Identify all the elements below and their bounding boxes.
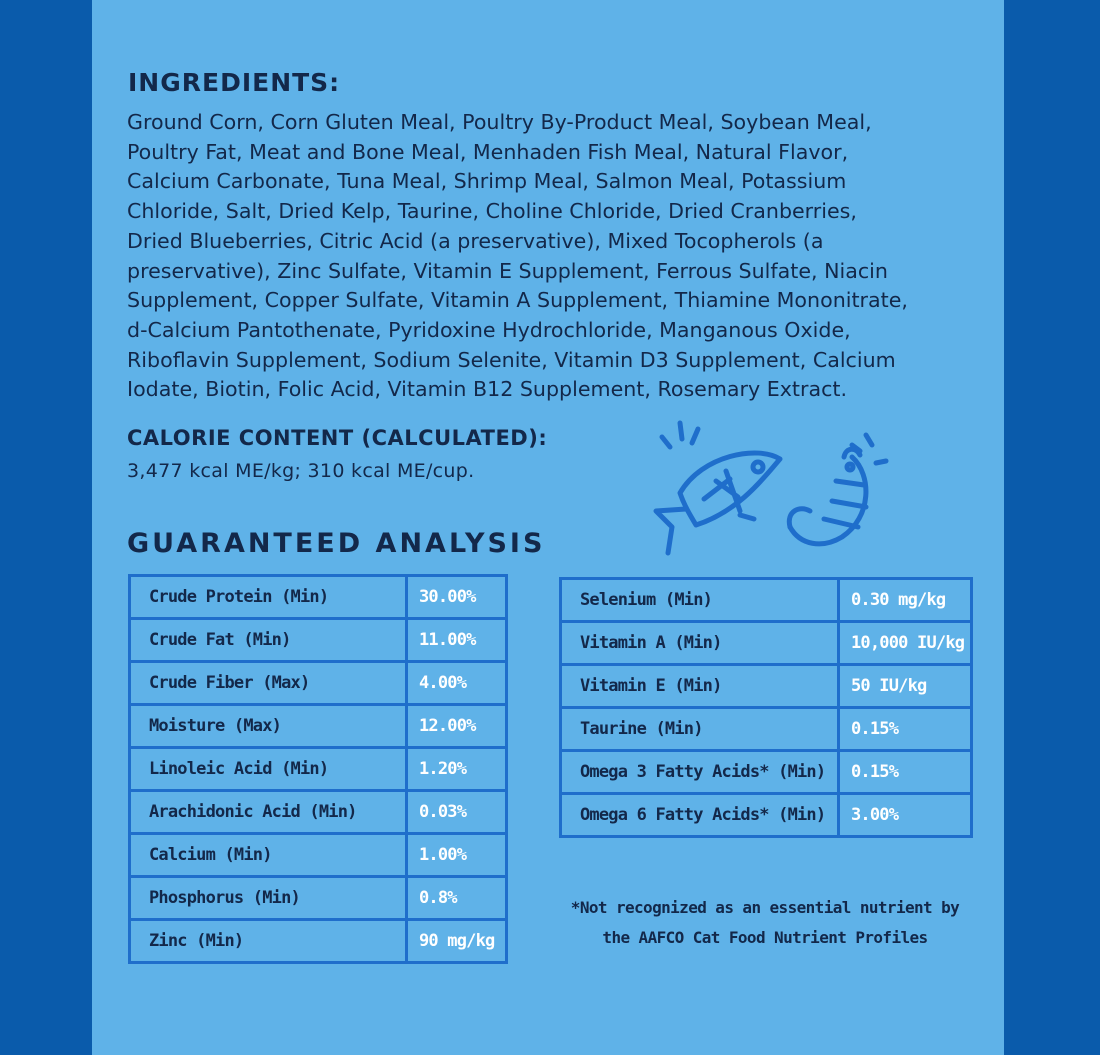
table-row (561, 622, 972, 665)
ingredients-line: Chloride, Salt, Dried Kelp, Taurine, Choline Chloride, Dried Cranberries, (127, 199, 857, 224)
footnote-line: the AAFCO Cat Food Nutrient Profiles (602, 928, 928, 947)
nutrient-value: 1.00% (407, 834, 507, 877)
nutrient-name: Crude Protein (Min) (130, 576, 407, 619)
nutrient-name: Calcium (Min) (130, 834, 407, 877)
nutrient-name: Taurine (Min) (561, 708, 839, 751)
nutrient-value: 0.15% (839, 708, 972, 751)
table-row (130, 748, 507, 791)
nutrient-value: 50 IU/kg (839, 665, 972, 708)
nutrient-name: Selenium (Min) (561, 579, 839, 622)
table-row (130, 834, 507, 877)
footnote-line: *Not recognized as an essential nutrient by (570, 898, 960, 917)
table-row (561, 665, 972, 708)
ingredients-line: Dried Blueberries, Citric Acid (a preservative), Mixed Tocopherols (a (127, 228, 824, 253)
nutrient-name: Vitamin E (Min) (561, 665, 839, 708)
ingredients-title: INGREDIENTS: (128, 68, 341, 97)
nutrient-name: Zinc (Min) (130, 920, 407, 963)
nutrient-value: 90 mg/kg (407, 920, 507, 963)
calorie-content-title: CALORIE CONTENT (CALCULATED): (127, 426, 548, 450)
ingredients-line: Riboflavin Supplement, Sodium Selenite, Vitamin D3 Supplement, Calcium (127, 347, 896, 372)
ingredients-text (127, 108, 997, 405)
seafood-illustration (640, 415, 910, 569)
calorie-content-value: 3,477 kcal ME/kg; 310 kcal ME/cup. (127, 460, 475, 482)
nutrient-value: 4.00% (407, 662, 507, 705)
nutrient-name: Crude Fat (Min) (130, 619, 407, 662)
analysis-table-left (128, 574, 508, 964)
table-row (561, 751, 972, 794)
table-row (130, 619, 507, 662)
table-row (561, 794, 972, 837)
nutrient-value: 0.8% (407, 877, 507, 920)
ingredients-line: preservative), Zinc Sulfate, Vitamin E Supplement, Ferrous Sulfate, Niacin (127, 258, 888, 283)
nutrient-name: Omega 6 Fatty Acids* (Min) (561, 794, 839, 837)
table-row (561, 579, 972, 622)
nutrient-value: 1.20% (407, 748, 507, 791)
ingredients-line: Ground Corn, Corn Gluten Meal, Poultry By-Product Meal, Soybean Meal, (127, 110, 872, 134)
footnote (560, 893, 970, 953)
nutrient-name: Vitamin A (Min) (561, 622, 839, 665)
nutrient-value: 11.00% (407, 619, 507, 662)
ingredients-line: Iodate, Biotin, Folic Acid, Vitamin B12 Supplement, Rosemary Extract. (127, 377, 848, 402)
table-row (130, 877, 507, 920)
nutrient-value: 3.00% (839, 794, 972, 837)
table-row (130, 920, 507, 963)
table-row (130, 705, 507, 748)
nutrient-value: 0.30 mg/kg (839, 579, 972, 622)
shrimp-icon (789, 449, 866, 544)
nutrient-value: 30.00% (407, 576, 507, 619)
ingredients-line: Poultry Fat, Meat and Bone Meal, Menhaden Fish Meal, Natural Flavor, (127, 139, 849, 164)
nutrient-value: 12.00% (407, 705, 507, 748)
table-row (130, 791, 507, 834)
table-row (130, 576, 507, 619)
nutrient-value: 0.03% (407, 791, 507, 834)
table-row (130, 662, 507, 705)
table-row (561, 708, 972, 751)
nutrient-name: Linoleic Acid (Min) (130, 748, 407, 791)
guaranteed-analysis-title: GUARANTEED ANALYSIS (127, 528, 546, 559)
nutrient-value: 10,000 IU/kg (839, 622, 972, 665)
nutrient-name: Omega 3 Fatty Acids* (Min) (561, 751, 839, 794)
nutrient-name: Arachidonic Acid (Min) (130, 791, 407, 834)
fish-icon (656, 453, 780, 553)
nutrient-name: Moisture (Max) (130, 705, 407, 748)
nutrient-name: Crude Fiber (Max) (130, 662, 407, 705)
nutrient-name: Phosphorus (Min) (130, 877, 407, 920)
ingredients-line: d-Calcium Pantothenate, Pyridoxine Hydrochloride, Manganous Oxide, (127, 317, 851, 342)
analysis-table-right (559, 577, 973, 838)
ingredients-line: Calcium Carbonate, Tuna Meal, Shrimp Meal, Salmon Meal, Potassium (127, 169, 847, 194)
nutrient-value: 0.15% (839, 751, 972, 794)
ingredients-line: Supplement, Copper Sulfate, Vitamin A Supplement, Thiamine Mononitrate, (127, 288, 908, 313)
